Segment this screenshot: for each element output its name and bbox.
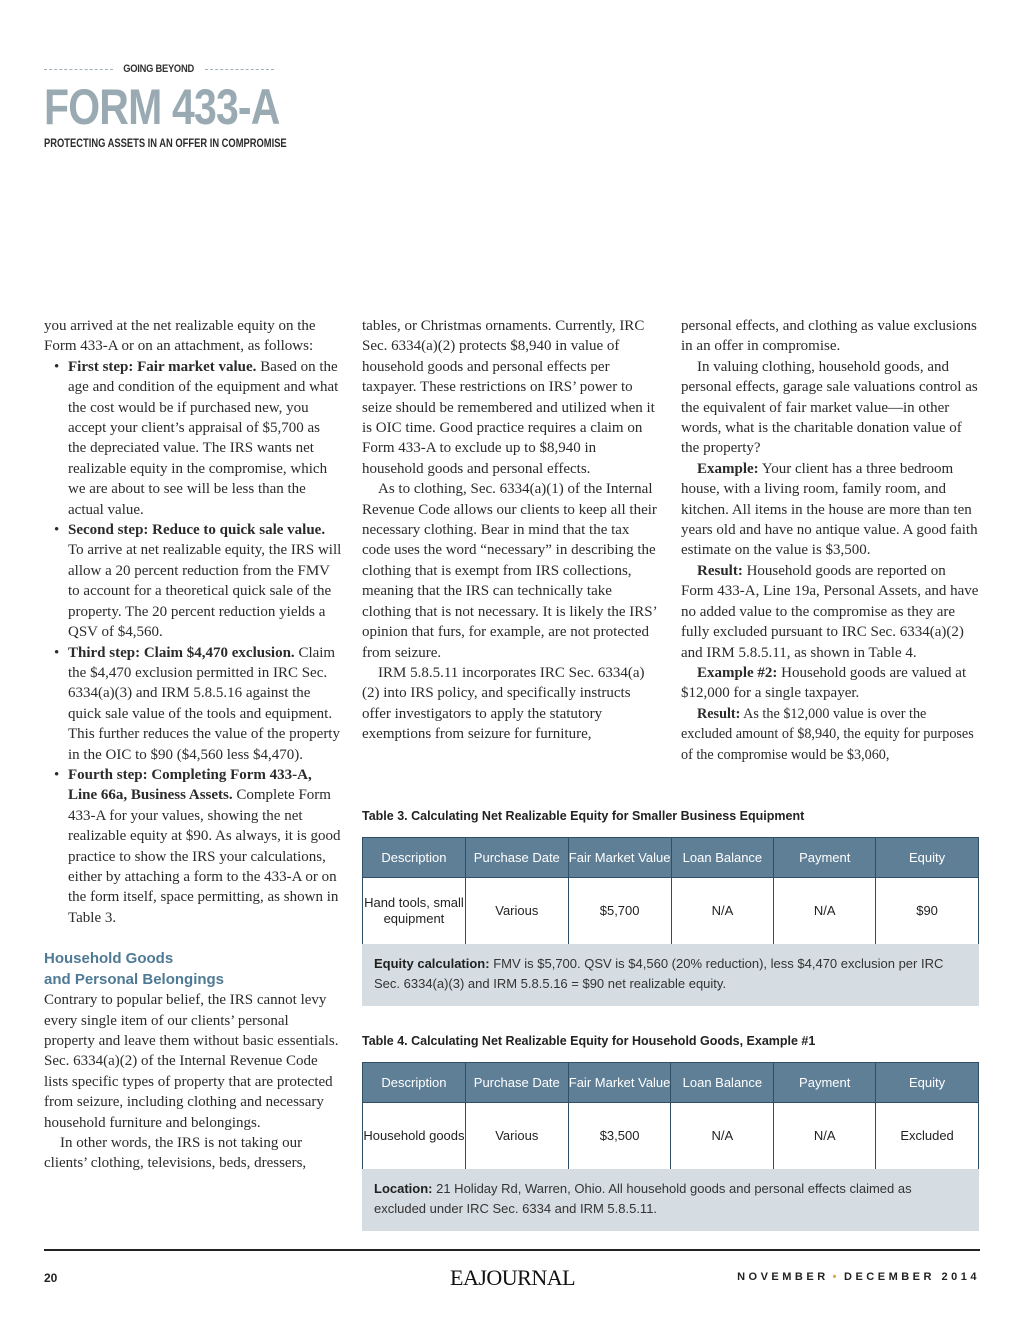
table-header-row [363, 838, 979, 878]
section-heading-line-1: Household Goods [44, 950, 174, 968]
col2-paragraph-2: As to clothing, Sec. 6334(a)(1) of the Internal Revenue Code allows our clients to keep all their necessary clothing. Bear in mind that the tax code uses the word “necessary” in describing the clothing that is exempt from IRS collections, meaning that the IRS can technically take clothing that is not necessary. It is likely the IRS’ opinion that furs, for example, are not protected from seizure. [362, 481, 657, 661]
article-title: FORM 433-A [44, 79, 280, 135]
bullet-lead: Fourth step: Completing Form 433-A, Line 66a, Business Assets. [68, 766, 312, 804]
table-note [362, 1169, 979, 1231]
bullet-text: Complete Form 433-A for your values, showing the net realizable equity at $90. As always, it is good practice to show the IRS your calculations, either by attaching a form to the 433-A or on the form itself, space permitting, as shown in Table 3. [68, 787, 341, 926]
table-grid [362, 837, 979, 944]
bullet-icon: • [54, 644, 60, 661]
table-cell: Excluded [876, 1103, 979, 1169]
col3-example-1 [681, 459, 979, 561]
table-cell: N/A [671, 1103, 774, 1169]
column-header: Loan Balance [671, 838, 774, 878]
column-header: Description [363, 1063, 466, 1103]
column-header: Purchase Date [465, 1063, 568, 1103]
table-caption: Table 4. Calculating Net Realizable Equity for Household Goods, Example #1 [362, 1034, 816, 1048]
result-lead: Result: [697, 562, 743, 579]
bullet-step-2 [44, 520, 342, 642]
table-row [363, 1103, 979, 1169]
bullet-icon: • [54, 522, 60, 539]
kicker-dash-left [44, 69, 113, 70]
table-cell: Various [465, 878, 568, 944]
table-caption: Table 3. Calculating Net Realizable Equity for Smaller Business Equipment [362, 809, 805, 823]
column-header: Equity [876, 1063, 979, 1103]
column-header: Description [363, 838, 466, 878]
col1-paragraph-2: In other words, the IRS is not taking our clients’ clothing, televisions, beds, dressers, [44, 1135, 307, 1172]
example-lead: Example #2: [697, 664, 778, 681]
bullet-step-3 [44, 643, 342, 765]
example-text: Household goods are valued at $12,000 for a single taxpayer. [681, 664, 967, 702]
table-cell: $3,500 [568, 1103, 671, 1169]
bullet-step-1 [44, 357, 342, 520]
table-note [362, 944, 979, 1006]
footer-rule [44, 1249, 980, 1251]
column-header: Fair Market Value [568, 838, 671, 878]
table-cell: N/A [671, 878, 774, 944]
section-heading [44, 948, 342, 990]
column-1 [44, 316, 342, 1174]
table-3 [362, 809, 979, 1006]
column-header: Purchase Date [465, 838, 568, 878]
table-cell: Hand tools, small equipment [363, 878, 466, 944]
article-header [44, 62, 287, 150]
issue-separator-icon: • [832, 1271, 841, 1283]
bullet-text: Claim the $4,470 exclusion permitted in IRC Sec. 6334(a)(3) and IRM 5.8.5.16 against the quick sale value of the tools and equipment. This further reduces the value of the property in the OIC to $90 ($4,560 less $4,470). [68, 644, 340, 763]
note-text: 21 Holiday Rd, Warren, Ohio. All household goods and personal effects claimed as excluded under IRC Sec. 6334 and IRM 5.8.5.11. [374, 1180, 912, 1216]
issue-rest: DECEMBER 2014 [844, 1271, 980, 1283]
result-text: As the $12,000 value is over the excluded amount of $8,940, the equity for purposes of the compromise would be $3,060, [681, 705, 974, 763]
table-row [363, 878, 979, 944]
kicker-dash-right [205, 69, 274, 70]
table-4 [362, 1034, 979, 1231]
result-text: Household goods are reported on Form 433-A, Line 19a, Personal Assets, and have no added value to the compromise as they are fully excluded pursuant to IRC Sec. 6334(a)(2) and IRM 5.8.5.11, as shown in Table 4. [681, 562, 979, 661]
bullet-text: Based on the age and condition of the equipment and what the cost would be if purchased new, you accept your client’s appraisal of $5,700 as the depreciated value. The IRS wants net realizable equity in the compromise, which we are about to see will be less than the actual value. [68, 358, 339, 518]
kicker-row [44, 62, 274, 76]
section-heading-line-2: and Personal Belongings [44, 971, 225, 989]
bullet-lead: Second step: Reduce to quick sale value. [68, 522, 326, 539]
issue-month: NOVEMBER [737, 1271, 829, 1283]
result-lead: Result: [697, 705, 741, 722]
col3-example-2 [681, 663, 979, 704]
note-lead: Equity calculation: [374, 955, 490, 971]
column-header: Fair Market Value [568, 1063, 671, 1103]
example-text: Your client has a three bedroom house, with a living room, family room, and kitchen. All items in the house are more than ten years old and have no antique value. A good faith estimate on the value is $3,500. [681, 460, 978, 559]
table-cell: $5,700 [568, 878, 671, 944]
bullet-icon: • [54, 766, 60, 783]
bullet-icon: • [54, 358, 60, 375]
table-cell: N/A [774, 1103, 876, 1169]
bullet-lead: Third step: Claim $4,470 exclusion. [68, 644, 295, 661]
table-cell: $90 [876, 878, 979, 944]
col3-paragraph-2: In valuing clothing, household goods, and personal effects, garage sale valuations control as the equivalent of fair market value—in other words, what is the charitable donation value of the property? [681, 358, 978, 457]
column-header: Loan Balance [671, 1063, 774, 1103]
article-subtitle: PROTECTING ASSETS IN AN OFFER IN COMPROMISE [44, 136, 287, 150]
col1-paragraph-1: Contrary to popular belief, the IRS cannot levy every single item of our clients’ personal property and leave them without basic essentials. Sec. 6334(a)(2) of the Internal Revenue Code lists specific types of property that are protected from seizure, including clothing and necessary household furniture and belongings. [44, 992, 339, 1131]
column-header: Payment [774, 1063, 876, 1103]
col1-intro: you arrived at the net realizable equity on the Form 433-A or on an attachment, as follows: [44, 318, 316, 355]
kicker: GOING BEYOND [123, 63, 195, 75]
table-grid [362, 1062, 979, 1169]
column-header: Payment [774, 838, 876, 878]
bullet-step-4 [44, 765, 342, 928]
col3-paragraph-1: personal effects, and clothing as value exclusions in an offer in compromise. [681, 318, 977, 355]
bullet-text: To arrive at net realizable equity, the IRS will allow a 20 percent reduction from the FMV to account for a theoretical quick sale of the property. The 20 percent reduction yields a QSV of $4,560. [68, 542, 342, 641]
note-text: FMV is $5,700. QSV is $4,560 (20% reduction), less $4,470 exclusion per IRC Sec. 6334(a)(3) and IRM 5.8.5.16 = $90 net realizable equity. [374, 955, 944, 991]
col2-paragraph-3: IRM 5.8.5.11 incorporates IRC Sec. 6334(a)(2) into IRS policy, and specifically instructs offer investigators to apply the statutory exemptions from seizure for furniture, [362, 664, 645, 743]
column-2 [362, 316, 660, 745]
table-cell: Various [465, 1103, 568, 1169]
issue-date [737, 1271, 980, 1283]
col3-result-1 [681, 561, 979, 663]
note-lead: Location: [374, 1180, 433, 1196]
table-header-row [363, 1063, 979, 1103]
table-cell: Household goods [363, 1103, 466, 1169]
col3-result-2 [681, 704, 979, 765]
page-number: 20 [44, 1271, 58, 1285]
column-header: Equity [876, 838, 979, 878]
col2-paragraph-1: tables, or Christmas ornaments. Currently, IRC Sec. 6334(a)(2) protects $8,940 in value of household goods and personal effects per taxpayer. These restrictions on IRS’ power to seize should be remembered and utilized when it is OIC time. Good practice requires a claim on Form 433-A to exclude up to $8,940 in household goods and personal effects. [362, 318, 655, 477]
table-cell: N/A [774, 878, 876, 944]
column-3 [681, 316, 979, 765]
bullet-lead: First step: Fair market value. [68, 358, 257, 375]
brand-logo: EAJOURNAL [450, 1265, 576, 1290]
example-lead: Example: [697, 460, 759, 477]
